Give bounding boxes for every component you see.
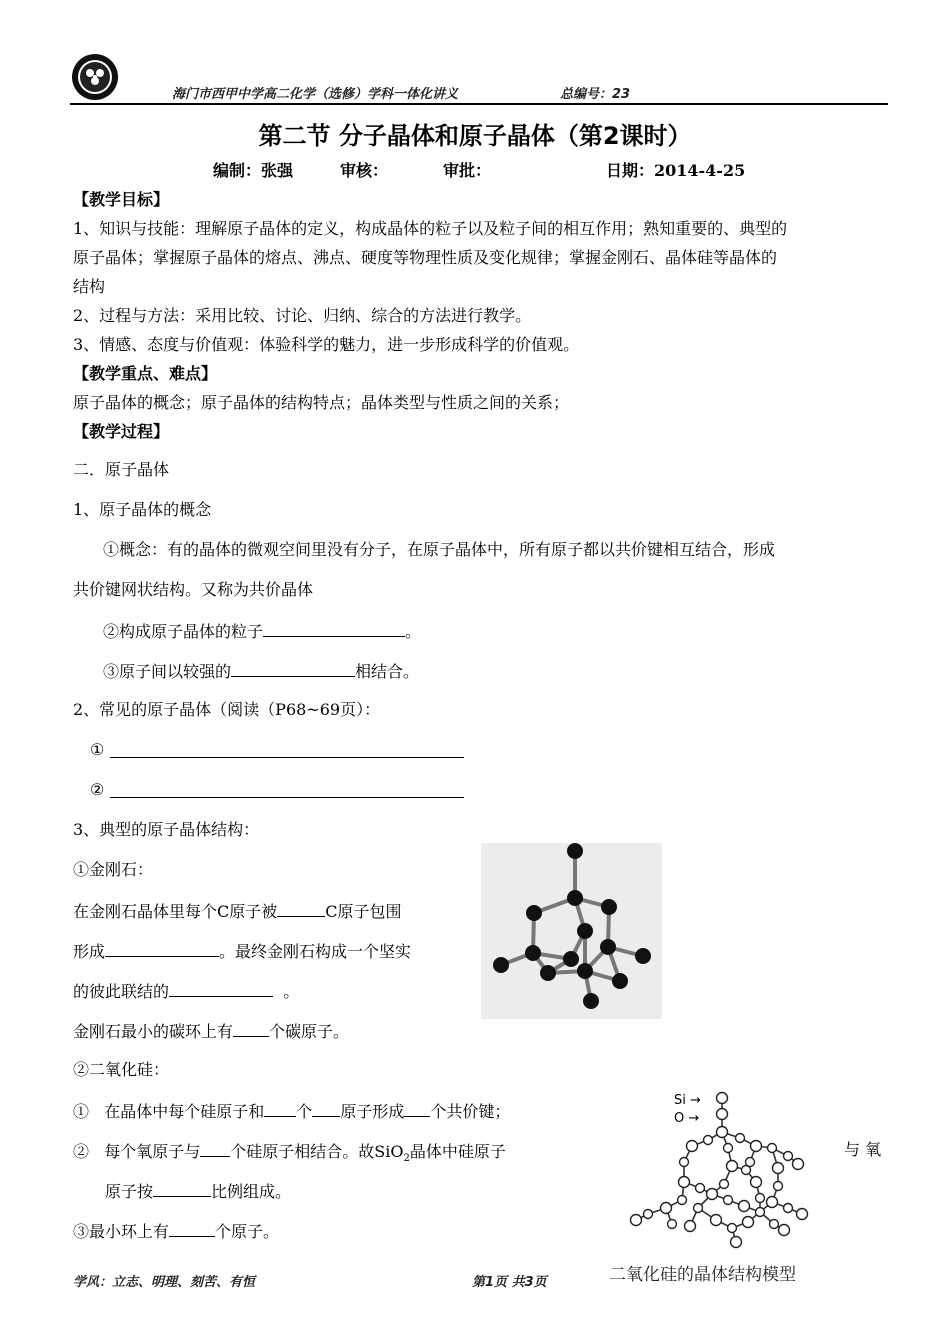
common-item2-num: ②: [90, 780, 105, 799]
goal1-line1: 1、知识与技能：理解原子晶体的定义，构成晶体的粒子以及粒子间的相互作用；熟知重要的、典型的: [73, 219, 788, 238]
sio2-q2-c: 晶体中硅原子: [409, 1142, 506, 1161]
goal1-line3: 结构: [73, 277, 106, 296]
concept-def-line1: ①概念：有的晶体的微观空间里没有分子，在原子晶体中，所有原子都以共价键相互结合，形成: [103, 540, 776, 559]
diamond-line1: [73, 900, 402, 922]
sio2-caption: 二氧化硅的晶体结构模型: [609, 1265, 796, 1285]
school-logo-icon: [70, 52, 120, 102]
header-school-line: 海门市西甲中学高二化学（选修）学科一体化讲义: [172, 87, 459, 102]
diamond-title: ①金刚石：: [73, 860, 154, 879]
footer-motto: 学风：立志、明理、刻苦、有恒: [73, 1275, 256, 1290]
sio2-q2-sub: 2: [403, 1153, 410, 1165]
header-rule: [70, 103, 888, 105]
diamond-l1-a: 在金刚石晶体里每个C原子被: [73, 902, 278, 921]
diamond-structure-image: [481, 843, 662, 1019]
goal1-line2: 原子晶体；掌握原子晶体的熔点、沸点、硬度等物理性质及变化规律；掌握金刚石、晶体硅等晶体的: [73, 248, 778, 267]
diamond-l2-b: 。最终金刚石构成一个坚实: [219, 942, 412, 961]
goal3: 3、情感、态度与价值观：体验科学的魅力，进一步形成科学的价值观。: [73, 335, 580, 354]
diamond-line2: [73, 940, 411, 962]
sio2-o-label-text: O: [674, 1111, 685, 1126]
concept-particle-prefix: ②构成原子晶体的粒子: [103, 622, 264, 641]
blank-diamond-ring[interactable]: [233, 1020, 269, 1037]
sio2-si-label: Si →: [674, 1093, 701, 1108]
typical-title: 3、典型的原子晶体结构：: [73, 820, 260, 839]
part2-title: 二．原子晶体: [73, 460, 170, 479]
goals-heading: 【教学目标】: [73, 190, 170, 209]
blank-sio2-atom[interactable]: [312, 1100, 340, 1117]
common-item1-num: ①: [90, 740, 105, 759]
sio2-o-label: O →: [674, 1111, 700, 1126]
blank-common-1[interactable]: [110, 739, 464, 758]
sio2-q1-line: [73, 1100, 510, 1122]
concept-bond-prefix: ③原子间以较强的: [103, 662, 232, 681]
header-number-label-text: 总编号：: [560, 87, 613, 102]
meta-date: 日期：2014-4-25: [606, 161, 746, 180]
sio2-q3-line: [73, 1220, 279, 1242]
diamond-l4-b: 个碳原子。: [269, 1022, 350, 1041]
sio2-q3-a: ③最小环上有: [73, 1222, 170, 1241]
keypoints-text: 原子晶体的概念；原子晶体的结构特点；晶体类型与性质之间的关系；: [73, 393, 570, 412]
sio2-title: ②二氧化硅：: [73, 1060, 170, 1079]
diamond-l3-a: 的彼此联结的: [73, 982, 170, 1001]
page-title: 第二节 分子晶体和原子晶体（第2课时）: [258, 122, 692, 150]
blank-sio2-ring[interactable]: [169, 1220, 215, 1237]
common-title: 2、常见的原子晶体（阅读（P68~69页）：: [73, 700, 381, 719]
sio2-q2-num: ②: [73, 1142, 90, 1161]
header-number-value: 23: [612, 87, 631, 102]
diamond-l4-a: 金刚石最小的碳环上有: [73, 1022, 234, 1041]
diamond-l3-b: 。: [283, 982, 300, 1001]
sio2-q2-a: 每个氧原子与: [104, 1142, 201, 1161]
sio2-q3-b: 个原子。: [215, 1222, 280, 1241]
concept-particle-line: [103, 620, 421, 642]
sio2-q1-d: 个共价键；: [430, 1102, 511, 1121]
blank-diamond-shape[interactable]: [105, 940, 219, 957]
blank-sio2-ratio[interactable]: [153, 1180, 211, 1197]
concept-def-line2: 共价键网状结构。又称为共价晶体: [73, 580, 314, 599]
concept-particle-suffix: 。: [405, 622, 422, 641]
goal2: 2、过程与方法：采用比较、讨论、归纳、综合的方法进行教学。: [73, 306, 532, 325]
sio2-q2-l2-b: 比例组成。: [211, 1182, 292, 1201]
sio2-structure-image: [628, 1090, 828, 1250]
keypoints-heading: 【教学重点、难点】: [73, 364, 218, 383]
sio2-q1-a: 在晶体中每个硅原子和: [104, 1102, 265, 1121]
diamond-l2-a: 形成: [73, 942, 106, 961]
diamond-line4: [73, 1020, 349, 1042]
sio2-q1-b: 个: [296, 1102, 313, 1121]
meta-approver: 审批：: [443, 161, 492, 180]
blank-sio2-bonds[interactable]: [404, 1100, 430, 1117]
footer-page: 第1页 共3页: [472, 1275, 547, 1290]
concept-bond-line: [103, 660, 419, 682]
blank-common-2[interactable]: [110, 779, 464, 798]
sio2-q2-line2: [105, 1180, 291, 1202]
concept-title: 1、原子晶体的概念: [73, 500, 212, 519]
diamond-line3: [73, 980, 299, 1002]
sio2-si-label-text: Si: [674, 1093, 686, 1108]
sio2-q2-right: 与 氧: [844, 1140, 882, 1159]
sio2-q1-num: ①: [73, 1102, 90, 1121]
header-number-label: [560, 83, 630, 102]
meta-reviewer: 审核：: [340, 161, 389, 180]
blank-bond[interactable]: [231, 660, 355, 677]
sio2-q2-l2-a: 原子按: [105, 1182, 154, 1201]
blank-diamond-neighbors[interactable]: [277, 900, 325, 917]
diamond-l1-b: C原子包围: [325, 902, 402, 921]
process-heading: 【教学过程】: [73, 422, 170, 441]
sio2-q2-b: 个硅原子相结合。故SiO: [230, 1142, 404, 1161]
blank-diamond-network[interactable]: [169, 980, 273, 997]
meta-editor: 编制：张强: [213, 161, 294, 180]
sio2-q2-line: [73, 1140, 506, 1169]
sio2-q1-c: 原子形成: [340, 1102, 405, 1121]
blank-particle[interactable]: [263, 620, 405, 637]
blank-sio2-count[interactable]: [264, 1100, 296, 1117]
concept-bond-suffix: 相结合。: [355, 662, 420, 681]
blank-sio2-o-si[interactable]: [200, 1140, 230, 1157]
